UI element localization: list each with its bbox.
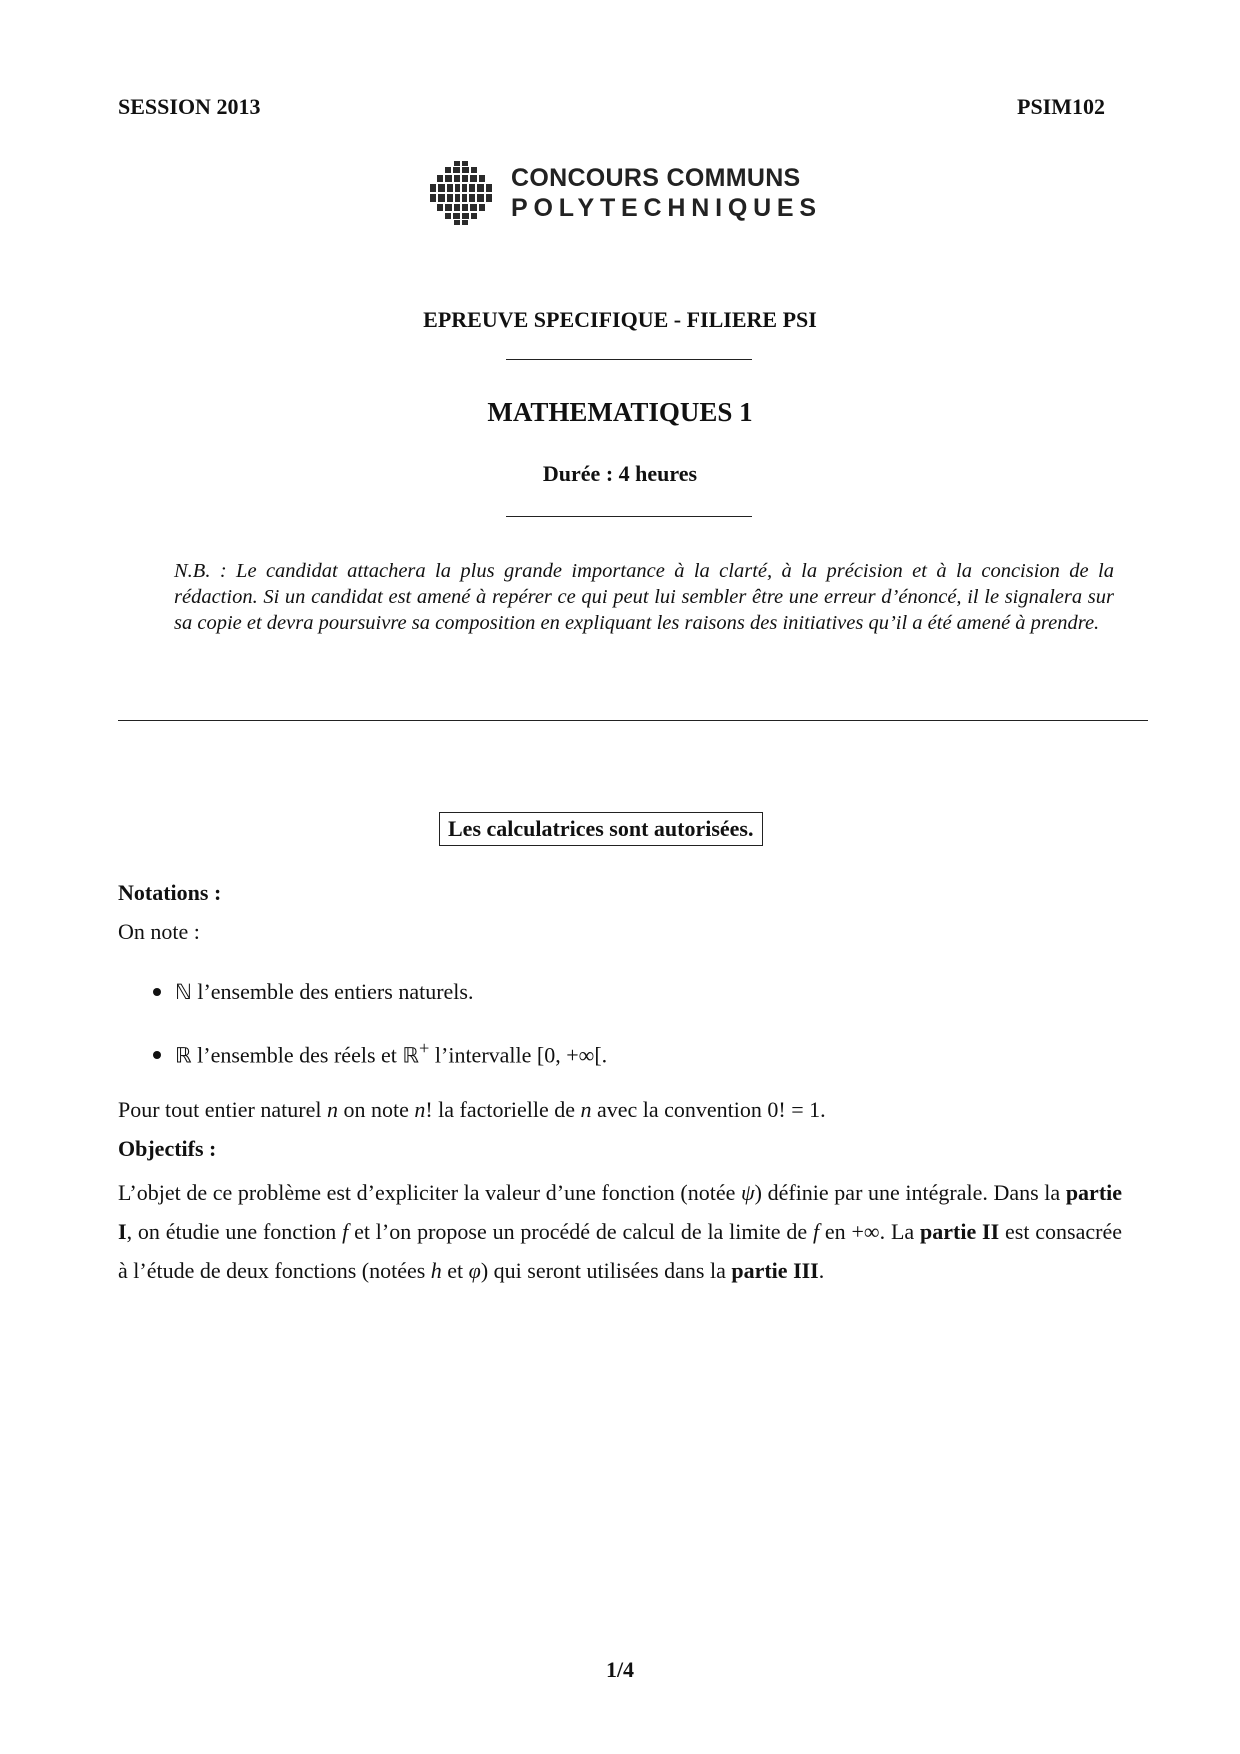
text: ! la factorielle de (425, 1097, 581, 1122)
part-reference: partie II (920, 1219, 1000, 1244)
list-item-text: l’intervalle (429, 1042, 537, 1068)
divider (506, 359, 752, 360)
text: et (441, 1258, 469, 1283)
math-expression: 0! = 1 (767, 1097, 821, 1122)
bullet-icon (153, 988, 161, 996)
divider (506, 516, 752, 517)
page-number: 1/4 (605, 1657, 635, 1682)
logo-text-line1: CONCOURS COMMUNS (511, 164, 801, 192)
objectives-heading: Objectifs : (118, 1136, 217, 1161)
naturals-symbol: ℕ (175, 980, 192, 1004)
text: ) qui seront utilisées dans la (480, 1258, 732, 1283)
superscript-plus: + (419, 1038, 430, 1058)
text: en (819, 1219, 852, 1244)
math-var: n (326, 1097, 338, 1122)
math-var: ψ (740, 1180, 755, 1205)
epreuve-title: EPREUVE SPECIFIQUE - FILIERE PSI (423, 307, 817, 332)
section-divider (118, 720, 1148, 721)
math-var: f (342, 1219, 349, 1244)
reals-symbol: ℝ (175, 1043, 192, 1068)
factorial-definition (118, 1097, 826, 1123)
text: . (820, 1097, 826, 1122)
text: on note (337, 1097, 415, 1122)
text: est consacrée à l’étude de deux fonctions (notées (118, 1219, 1123, 1283)
text: L’objet de ce problème est d’expliciter la valeur d’une fonction (notée (118, 1180, 741, 1205)
logo-text-line2: POLYTECHNIQUES (511, 194, 822, 222)
notations-intro: On note : (118, 919, 200, 944)
list-item-end: . (601, 1042, 608, 1068)
calculators-notice: Les calculatrices sont autorisées. (439, 812, 763, 846)
math-var: h (430, 1258, 442, 1283)
list-item-text: l’ensemble des entiers naturels. (191, 979, 474, 1004)
subject-title: MATHEMATIQUES 1 (487, 397, 753, 427)
session-label: SESSION 2013 (118, 94, 261, 119)
interval: [0, +∞[ (536, 1042, 602, 1068)
positive-reals-symbol: ℝ (402, 1043, 420, 1068)
text: et l’on propose un procédé de calcul de la limite de (348, 1219, 813, 1244)
math-var: n (580, 1097, 592, 1122)
text: avec la convention (591, 1097, 768, 1122)
list-item (153, 1038, 607, 1068)
math-expression: +∞ (851, 1219, 880, 1244)
globe-grid-icon (428, 160, 494, 226)
nb-instructions: N.B. : Le candidat attachera la plus grande importance à la clarté, à la précision et à la concision de la rédaction. Si un candidat est amené à repérer ce qui peut lui sembler être une erreur d’énoncé, il le signalera sur sa copie et devra poursuivre sa composition en expliquant les raisons des initiatives qu’il a été amené à prendre. (174, 560, 1114, 634)
part-reference: partie I (118, 1180, 1123, 1244)
text: ) définie par une intégrale. Dans la (754, 1180, 1066, 1205)
math-var: φ (468, 1258, 481, 1283)
text: , on étudie une fonction (126, 1219, 343, 1244)
part-reference: partie III (731, 1258, 819, 1283)
list-item-text: l’ensemble des réels et (191, 1042, 403, 1068)
list-item (153, 979, 473, 1005)
math-var: n (414, 1097, 426, 1122)
bullet-icon (153, 1051, 161, 1059)
exam-code: PSIM102 (1017, 94, 1105, 119)
objectives-paragraph (118, 1173, 1122, 1290)
text: . La (879, 1219, 920, 1244)
text: Pour tout entier naturel (118, 1097, 327, 1122)
ccp-logo (428, 160, 828, 230)
duration: Durée : 4 heures (542, 461, 698, 486)
math-var: f (812, 1219, 820, 1244)
text: . (818, 1258, 825, 1283)
notations-heading: Notations : (118, 880, 222, 905)
